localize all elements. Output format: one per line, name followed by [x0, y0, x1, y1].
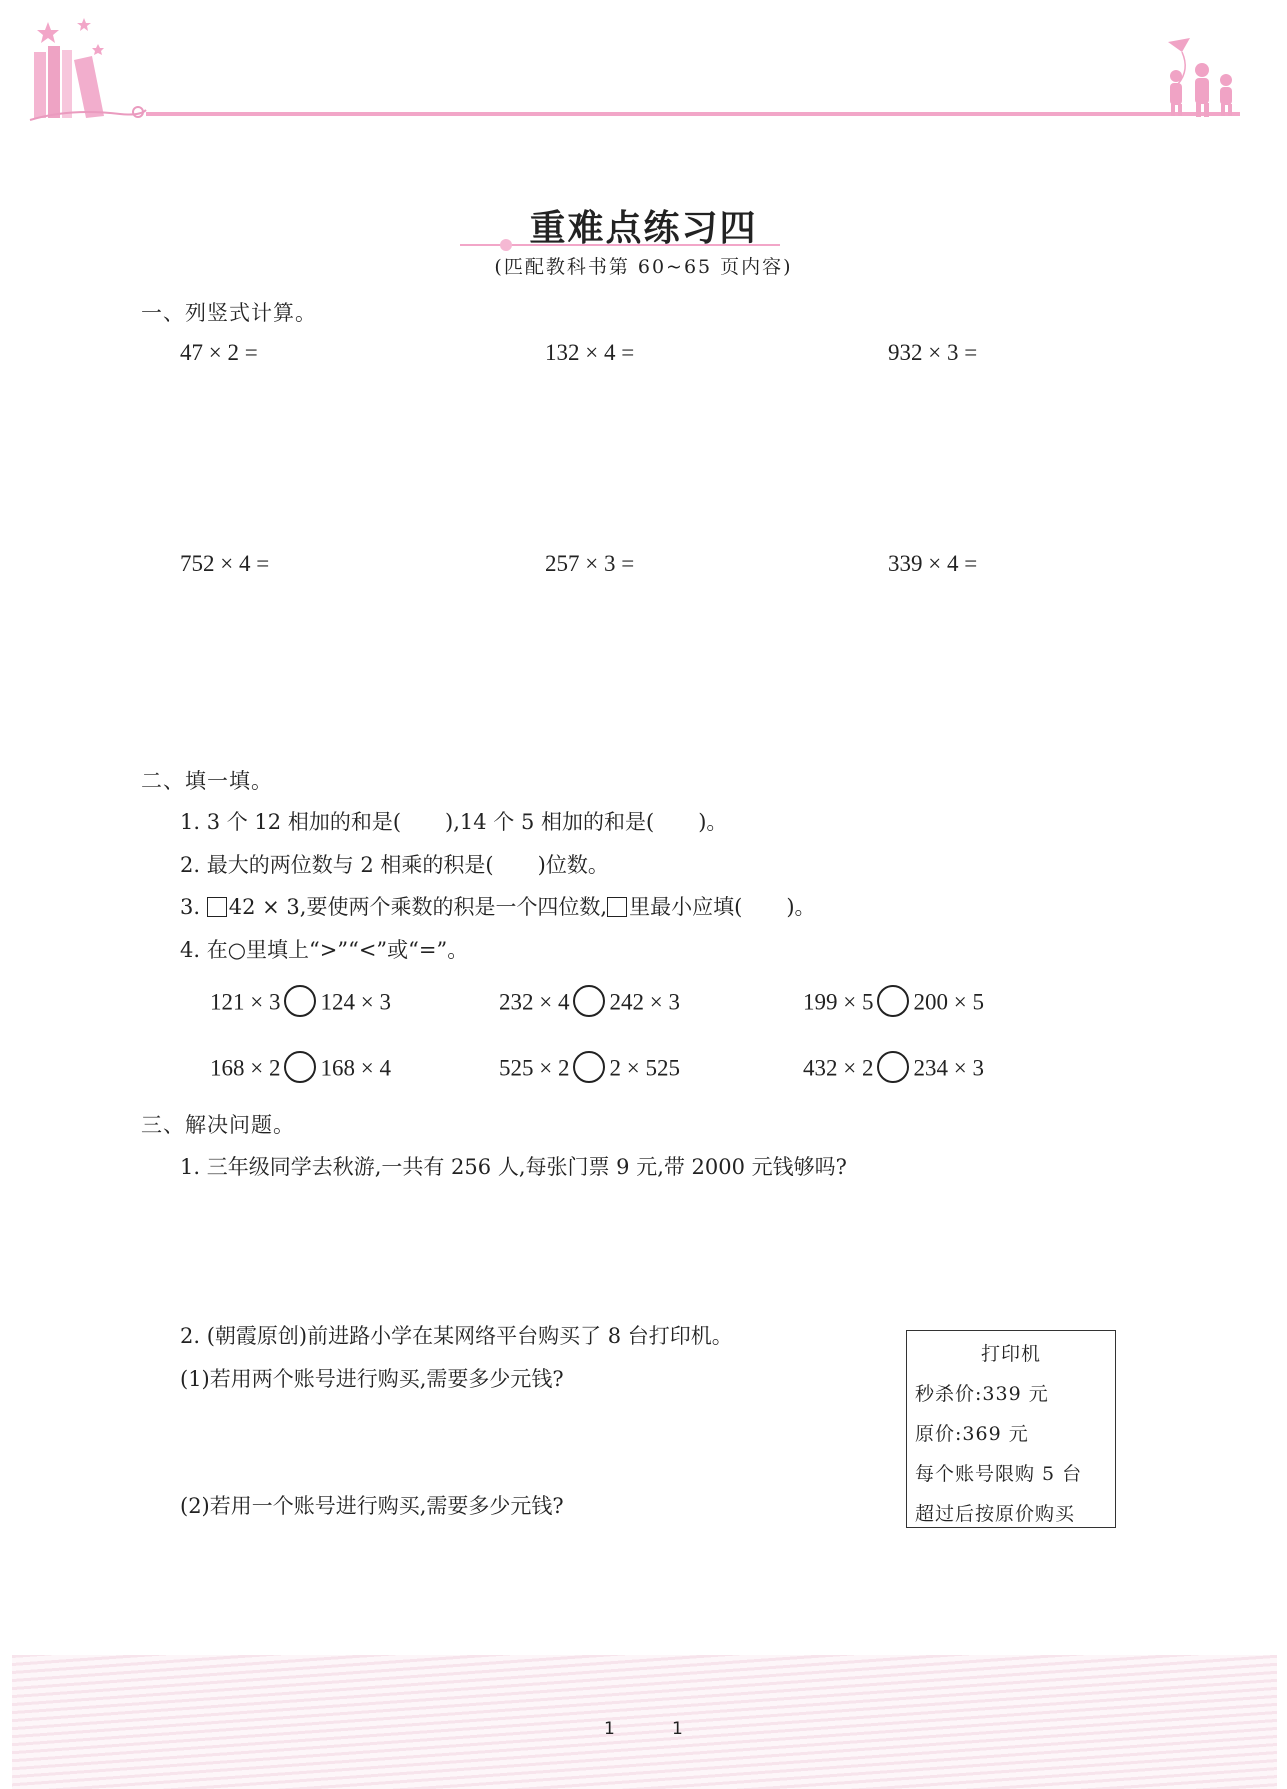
- page-subtitle: (匹配教科书第 60~65 页内容): [494, 256, 793, 278]
- compare-right: 242 × 3: [609, 989, 680, 1015]
- compare-item: [499, 988, 680, 1020]
- compare-left: 199 × 5: [803, 989, 874, 1015]
- calc-problem: 257 × 3 =: [545, 551, 635, 576]
- compare-item: [803, 1054, 984, 1086]
- compare-right: 124 × 3: [320, 989, 391, 1015]
- q3-text-a: 3.: [180, 895, 201, 919]
- title-underline: [460, 238, 780, 252]
- compare-circle[interactable]: [573, 985, 605, 1017]
- compare-left: 232 × 4: [499, 989, 570, 1015]
- compare-left: 121 × 3: [210, 989, 281, 1015]
- problem-question-2: 2. (朝霞原创)前进路小学在某网络平台购买了 8 台打印机。: [180, 1324, 733, 1348]
- q1-text-c: )。: [698, 810, 728, 834]
- page-number: 1: [672, 1719, 683, 1739]
- compare-circle[interactable]: [877, 1051, 909, 1083]
- problem-question-2-part-1: (1)若用两个账号进行购买,需要多少元钱?: [180, 1367, 564, 1391]
- fill-question-3: [180, 891, 816, 921]
- promo-line: 原价:369 元: [915, 1423, 1029, 1445]
- compare-circle[interactable]: [877, 985, 909, 1017]
- calc-problem: 932 × 3 =: [888, 340, 978, 365]
- promo-line: 超过后按原价购买: [915, 1503, 1076, 1525]
- compare-circle[interactable]: [284, 985, 316, 1017]
- printer-price-box: [906, 1330, 1116, 1528]
- problem-question-2-part-2: (2)若用一个账号进行购买,需要多少元钱?: [180, 1494, 564, 1518]
- square-box-icon: [607, 897, 627, 917]
- compare-item: [499, 1054, 680, 1086]
- compare-left: 168 × 2: [210, 1055, 281, 1081]
- calc-problem: 752 × 4 =: [180, 551, 270, 576]
- compare-item: [210, 988, 391, 1020]
- fill-question-4: 4. 在○里填上“>”“<”或“=”。: [180, 938, 469, 962]
- children-kite-icon: [1168, 38, 1232, 117]
- problem-question-1: 1. 三年级同学去秋游,一共有 256 人,每张门票 9 元,带 2000 元钱够吗?: [180, 1155, 847, 1179]
- compare-circle[interactable]: [284, 1051, 316, 1083]
- compare-left: 525 × 2: [499, 1055, 570, 1081]
- compare-right: 234 × 3: [913, 1055, 984, 1081]
- q1-text-a: 1. 3 个 12 相加的和是(: [180, 810, 402, 834]
- compare-left: 432 × 2: [803, 1055, 874, 1081]
- header-decoration: [0, 0, 1287, 150]
- square-box-icon[interactable]: [207, 897, 227, 917]
- calc-problem: 47 × 2 =: [180, 340, 258, 365]
- promo-line: 秒杀价:339 元: [915, 1383, 1049, 1405]
- compare-circle[interactable]: [573, 1051, 605, 1083]
- compare-right: 168 × 4: [320, 1055, 391, 1081]
- compare-item: [210, 1054, 391, 1086]
- footer-band: [12, 1655, 1277, 1789]
- section-heading: 三、解决问题。: [141, 1113, 295, 1137]
- q3-text-b: 42 × 3,要使两个乘数的积是一个四位数,: [228, 895, 608, 919]
- compare-item: [803, 988, 984, 1020]
- section-heading: 一、列竖式计算。: [141, 301, 317, 325]
- calc-problem: 132 × 4 =: [545, 340, 635, 365]
- star-icon: [37, 18, 104, 55]
- compare-right: 200 × 5: [913, 989, 984, 1015]
- calc-problem: 339 × 4 =: [888, 551, 978, 576]
- page-number: 1: [604, 1719, 615, 1739]
- fill-question-2: [180, 849, 609, 879]
- compare-right: 2 × 525: [609, 1055, 680, 1081]
- page-title: 重难点练习四: [529, 207, 758, 249]
- q1-text-b: ),14 个 5 相加的和是(: [445, 810, 655, 834]
- q2-text-a: 2. 最大的两位数与 2 相乘的积是(: [180, 853, 494, 877]
- books-logo-icon: [30, 46, 146, 120]
- q2-text-b: )位数。: [537, 853, 609, 877]
- section-heading: 二、填一填。: [141, 769, 273, 793]
- promo-title: 打印机: [980, 1343, 1041, 1365]
- fill-question-1: [180, 806, 727, 836]
- q3-text-d: )。: [786, 895, 816, 919]
- promo-line: 每个账号限购 5 台: [915, 1463, 1083, 1485]
- q3-text-c: 里最小应填(: [629, 895, 743, 919]
